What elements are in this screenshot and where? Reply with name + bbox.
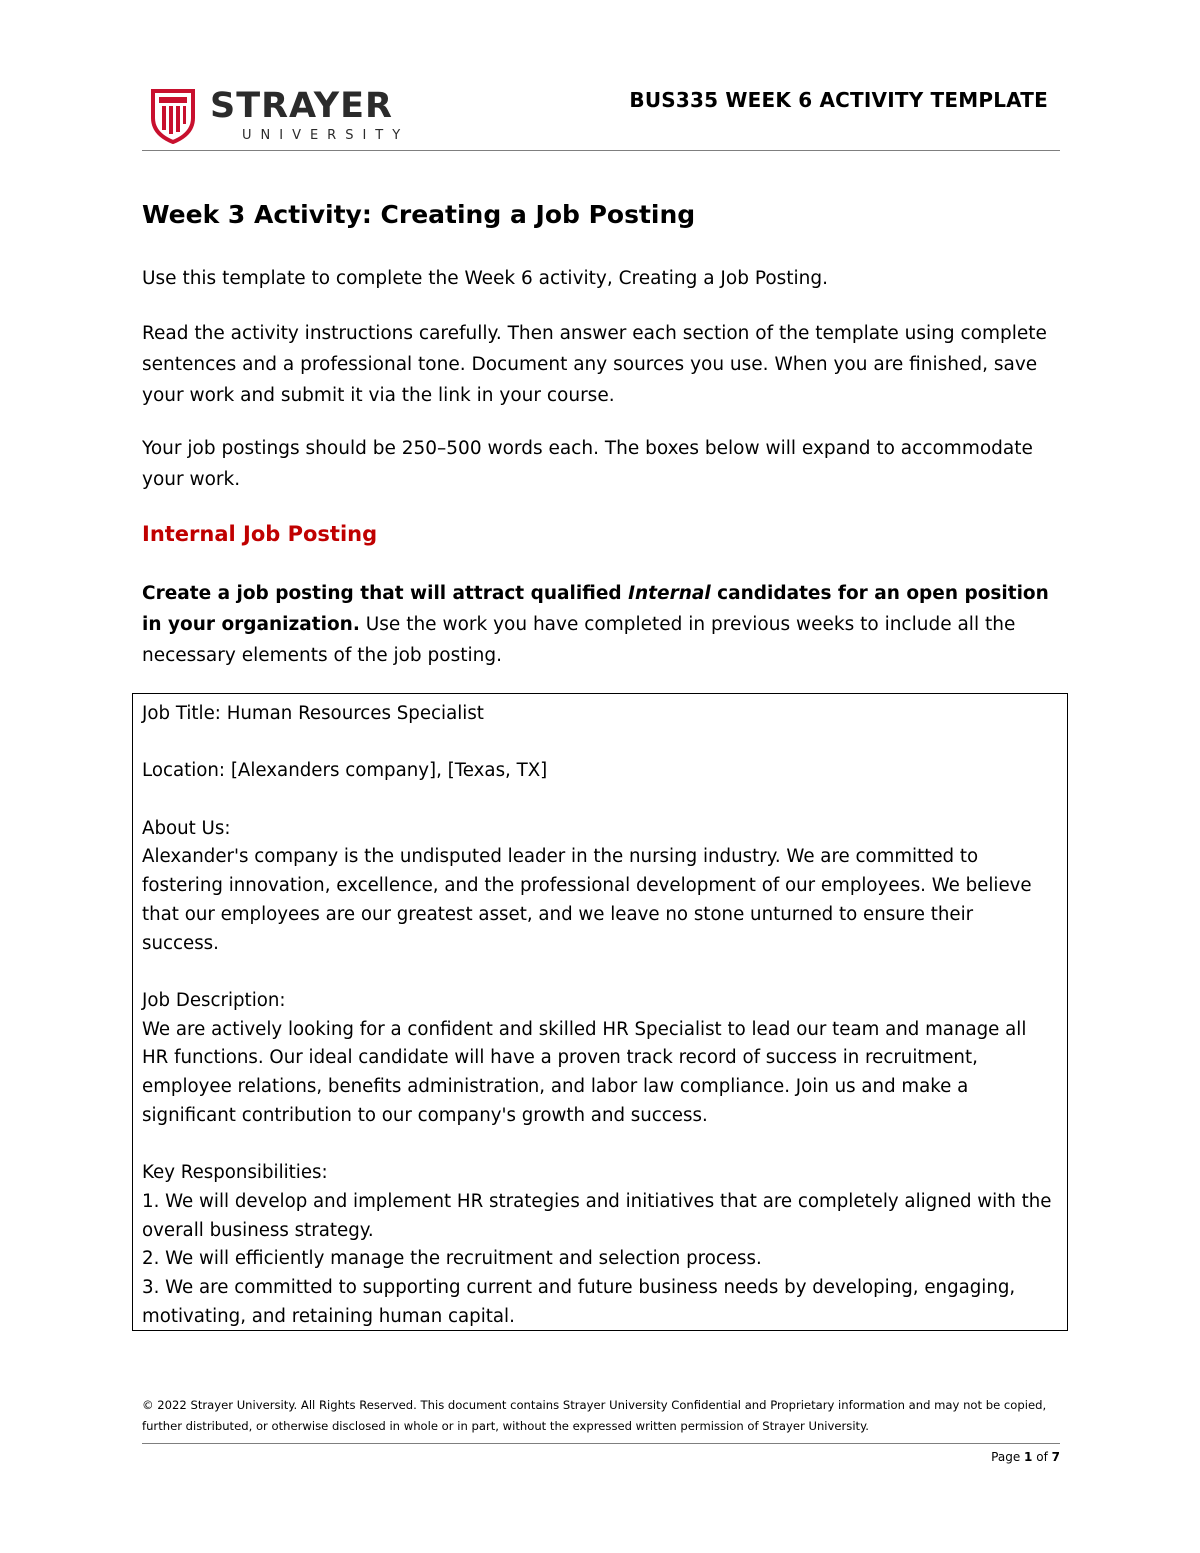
page-label: Page [991,1450,1021,1464]
prompt-bold-part-2: candidates for an open position in your organization. [142,583,1049,635]
description-text: We are actively looking for a confident and skilled HR Specialist to lead our team and manage all HR functions. Our ideal candidate will have a proven track record of success in recruitment, employee relations, benefits administration, and labor law compliance. Join us and make a significant contribution to our company's growth and success. [142,1018,1027,1126]
prompt-bold-italic: Internal [628,583,711,604]
page-total: 7 [1051,1450,1060,1464]
about-label: About Us: [142,817,231,839]
footer-divider [142,1443,1060,1444]
responsibility-item: 2. We will efficiently manage the recruitment and selection process. [142,1248,762,1270]
length-note-paragraph: Your job postings should be 250–500 words each. The boxes below will expand to accommodate your work. [142,438,1033,490]
logo-wordmark: STRAYER [210,86,393,126]
intro-paragraph: Use this template to complete the Week 6 activity, Creating a Job Posting. [142,268,829,289]
answer-box[interactable] [132,693,1068,1331]
prompt-paragraph [142,578,1060,671]
responsibilities-label: Key Responsibilities: [142,1162,328,1184]
strayer-logo [150,86,410,146]
shield-logo-icon [150,88,196,144]
page-number [991,1450,1060,1464]
answer-content [142,700,1052,1331]
responsibility-item: 3. We are committed to supporting current and future business needs by developing, engaging, motivating, and retaining human capital. [142,1277,1016,1327]
description-label: Job Description: [142,989,286,1011]
about-text: Alexander's company is the undisputed leader in the nursing industry. We are committed to fostering innovation, excellence, and the professional development of our employees. We believe that our employees are our greatest asset, and we leave no stone unturned to ensure their success. [142,846,1032,954]
page-heading: Week 3 Activity: Creating a Job Posting [142,200,696,229]
responsibility-item: 1. We will develop and implement HR strategies and initiatives that are completely aligned with the overall business strategy. [142,1190,1052,1241]
header-divider [142,150,1060,151]
logo-subtitle: UNIVERSITY [242,128,410,143]
location-line: Location: [Alexanders company], [Texas, TX] [142,760,548,782]
instructions-paragraph: Read the activity instructions carefully. Then answer each section of the template using complete sentences and a professional tone. Document any sources you use. When you are finished, save your work and submit it via the link in your course. [142,323,1047,406]
document-title: BUS335 WEEK 6 ACTIVITY TEMPLATE [629,88,1048,112]
prompt-bold-part-1: Create a job posting that will attract qualified [142,583,629,604]
page-current: 1 [1024,1450,1033,1464]
job-title-line: Job Title: Human Resources Specialist [142,703,484,724]
section-heading: Internal Job Posting [142,522,378,546]
copyright-notice: © 2022 Strayer University. All Rights Reserved. This document contains Strayer University Confidential and Proprietary information and may not be copied, further distributed, or otherwise disclosed in whole or in part, without the expressed written permission of Strayer University. [142,1398,1047,1433]
page-of: of [1036,1450,1048,1464]
page-header [142,80,1060,150]
prompt-rest: Use the work you have completed in previous weeks to include all the necessary elements of the job posting. [142,614,1016,666]
